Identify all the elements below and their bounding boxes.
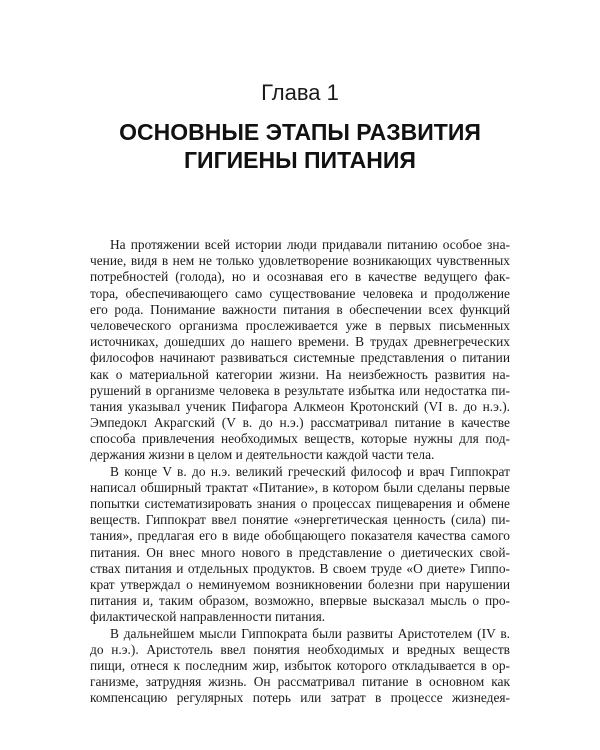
paragraph-line: пищи, отнеся к последним жир, избыток которого откладывается в ор- [90, 657, 510, 673]
chapter-label: Глава 1 [261, 80, 339, 105]
paragraph-line: компенсацию регулярных потерь или затрат в процессе жизнедея- [90, 690, 510, 706]
chapter-title-line: ОСНОВНЫЕ ЭТАПЫ РАЗВИТИЯ [119, 119, 481, 145]
paragraph-line: чение, видя в нем не только удовлетворение возникающих чувственных [90, 253, 510, 269]
paragraph-line: написал обширный трактат «Питание», в котором были сделаны первые [90, 479, 510, 495]
paragraph-line: источниках, дошедших до нашего времени. В трудах древнегреческих [90, 334, 510, 350]
body-text [90, 237, 510, 706]
paragraph-line: как о материальной категории жизни. На неизбежность развития на- [90, 366, 510, 382]
paragraph-line: тания указывал ученик Пифагора Алкмеон Кротонский (VI в. до н.э.). [90, 398, 510, 414]
paragraph-line: веществ. Гиппократ ввел понятие «энергетическая ценность (сила) пи- [90, 512, 510, 528]
paragraph-line: его рода. Понимание важности питания в обеспечении всех функций [90, 301, 510, 317]
paragraph-line: потребностей (голода), но и осознавая его в качестве ведущего фак- [90, 269, 510, 285]
paragraph-line: Эмпедокл Акрагский (V в. до н.э.) рассматривал питание в качестве [90, 415, 510, 431]
paragraph-line: питания и, таким образом, возможно, впервые высказал мысль о про- [90, 593, 510, 609]
paragraph-line: рушений в организме человека в результате избытка или недостатка пи- [90, 382, 510, 398]
paragraph-line: На протяжении всей истории люди придавали питанию особое зна- [110, 237, 510, 252]
paragraph-line: питания. Он внес много нового в представление о диетических свой- [90, 544, 510, 560]
paragraph-line: крат утверждал о неминуемом возникновении болезни при нарушении [90, 576, 510, 592]
paragraph-line: философов начинают развиваться системные представления о питании [90, 350, 510, 366]
paragraph-line: человеческого организма прослеживается уже в первых письменных [90, 317, 510, 333]
paragraph-line: В конце V в. до н.э. великий греческий философ и врач Гиппократ [110, 463, 510, 479]
paragraph-line: тания», предлагая его в виде обобщающего показателя качества самого [90, 528, 510, 544]
paragraph-line: филактической направленности питания. [90, 609, 326, 625]
paragraph-line: попытки систематизировать знания о процессах пищеварения и обмене [90, 496, 510, 511]
paragraph-line: ганизме, затрудняя жизнь. Он рассматривал питание в основном как [90, 674, 510, 690]
paragraph-line: ствах питания и отдельных продуктов. В своем труде «О диете» Гиппо- [90, 560, 510, 576]
chapter-title-line: ГИГИЕНЫ ПИТАНИЯ [184, 147, 416, 173]
paragraph-line: В дальнейшем мысли Гиппократа были развиты Аристотелем (IV в. [110, 625, 510, 641]
paragraph-line: до н.э.). Аристотель ввел понятия необходимых и вредных веществ [90, 641, 510, 657]
chapter-title [0, 118, 600, 174]
paragraph-line: тора, обеспечивающего само существование человека и продолжение [90, 285, 510, 301]
paragraph-line: способа привлечения необходимых веществ, которые нужны для под- [90, 431, 510, 447]
paragraph-line: держания жизни в целом и деятельности каждой части тела. [90, 447, 435, 463]
